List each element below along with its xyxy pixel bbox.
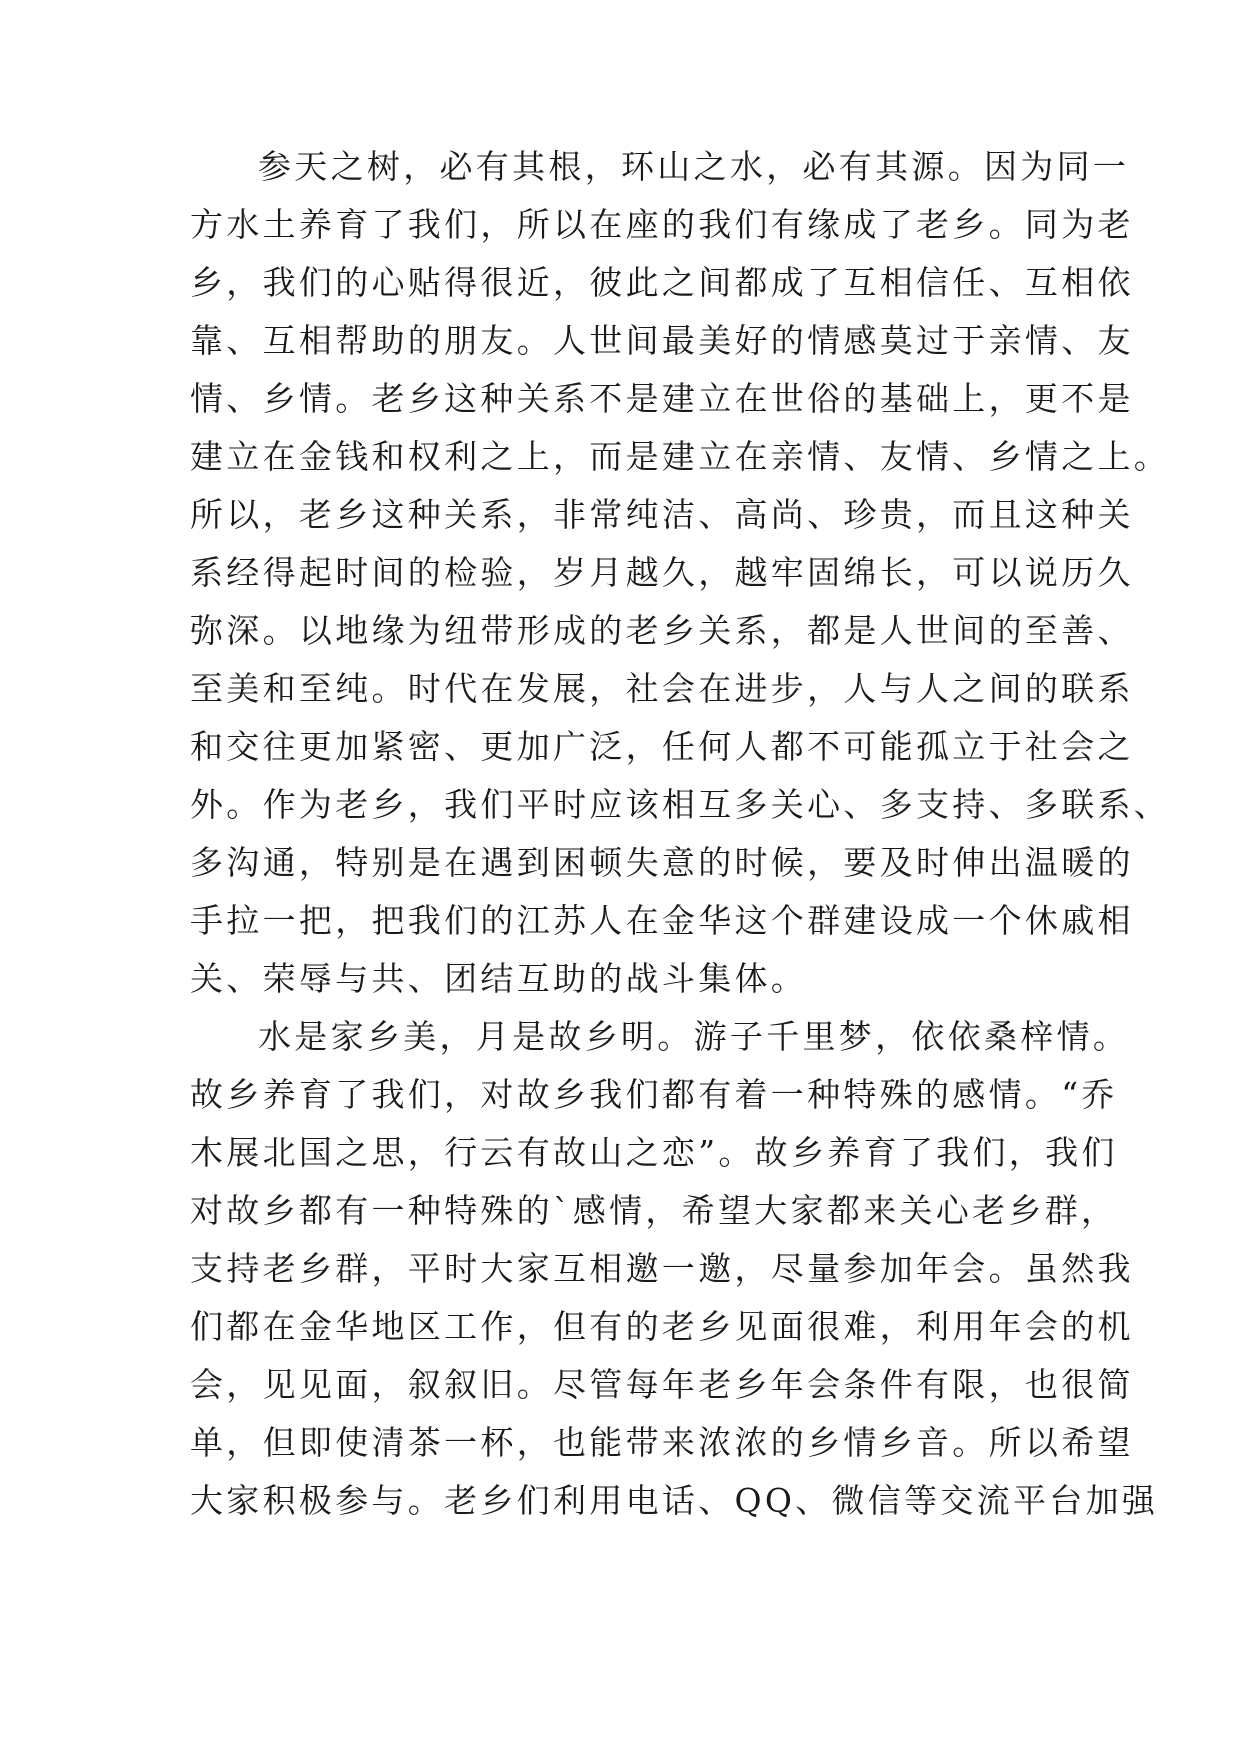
paragraph-2 xyxy=(190,1008,1159,1530)
text-line: 水是家乡美，月是故乡明。游子千里梦，依依桑梓情。 xyxy=(258,1017,1130,1056)
text-line: 和交往更加紧密、更加广泛，任何人都不可能孤立于社会之 xyxy=(190,727,1134,766)
text-line: 靠、互相帮助的朋友。人世间最美好的情感莫过于亲情、友 xyxy=(190,321,1134,360)
text-line: 大家积极参与。老乡们利用电话、QQ、微信等交流平台加强 xyxy=(190,1481,1159,1520)
text-line: 木展北国之思，行云有故山之恋”。故乡养育了我们，我们 xyxy=(190,1133,1118,1172)
text-line: 弥深。以地缘为纽带形成的老乡关系，都是人世间的至善、 xyxy=(190,611,1134,650)
text-line: 所以，老乡这种关系，非常纯洁、高尚、珍贵，而且这种关 xyxy=(190,495,1134,534)
text-line: 方水土养育了我们，所以在座的我们有缘成了老乡。同为老 xyxy=(190,205,1134,244)
text-line: 支持老乡群，平时大家互相邀一邀，尽量参加年会。虽然我 xyxy=(190,1249,1134,1288)
text-line: 们都在金华地区工作，但有的老乡见面很难，利用年会的机 xyxy=(190,1307,1134,1346)
text-line: 乡，我们的心贴得很近，彼此之间都成了互相信任、互相依 xyxy=(190,263,1134,302)
text-line: 单，但即使清茶一杯，也能带来浓浓的乡情乡音。所以希望 xyxy=(190,1423,1134,1462)
text-line: 情、乡情。老乡这种关系不是建立在世俗的基础上，更不是 xyxy=(190,379,1134,418)
text-line: 系经得起时间的检验，岁月越久，越牢固绵长，可以说历久 xyxy=(190,553,1134,592)
text-line: 对故乡都有一种特殊的`感情，希望大家都来关心老乡群， xyxy=(190,1191,1118,1230)
text-line: 会，见见面，叙叙旧。尽管每年老乡年会条件有限，也很简 xyxy=(190,1365,1134,1404)
paragraph-1 xyxy=(190,138,1171,1008)
text-line: 手拉一把，把我们的江苏人在金华这个群建设成一个休戚相 xyxy=(190,901,1134,940)
text-line: 外。作为老乡，我们平时应该相互多关心、多支持、多联系、 xyxy=(190,785,1171,824)
text-line: 故乡养育了我们，对故乡我们都有着一种特殊的感情。“乔 xyxy=(190,1075,1118,1114)
text-line: 关、荣辱与共、团结互助的战斗集体。 xyxy=(190,959,808,998)
text-line: 多沟通，特别是在遇到困顿失意的时候，要及时伸出温暖的 xyxy=(190,843,1134,882)
text-line: 至美和至纯。时代在发展，社会在进步，人与人之间的联系 xyxy=(190,669,1134,708)
text-line: 参天之树，必有其根，环山之水，必有其源。因为同一 xyxy=(258,147,1130,186)
body-text xyxy=(190,138,1171,1530)
text-line: 建立在金钱和权利之上，而是建立在亲情、友情、乡情之上。 xyxy=(190,437,1171,476)
